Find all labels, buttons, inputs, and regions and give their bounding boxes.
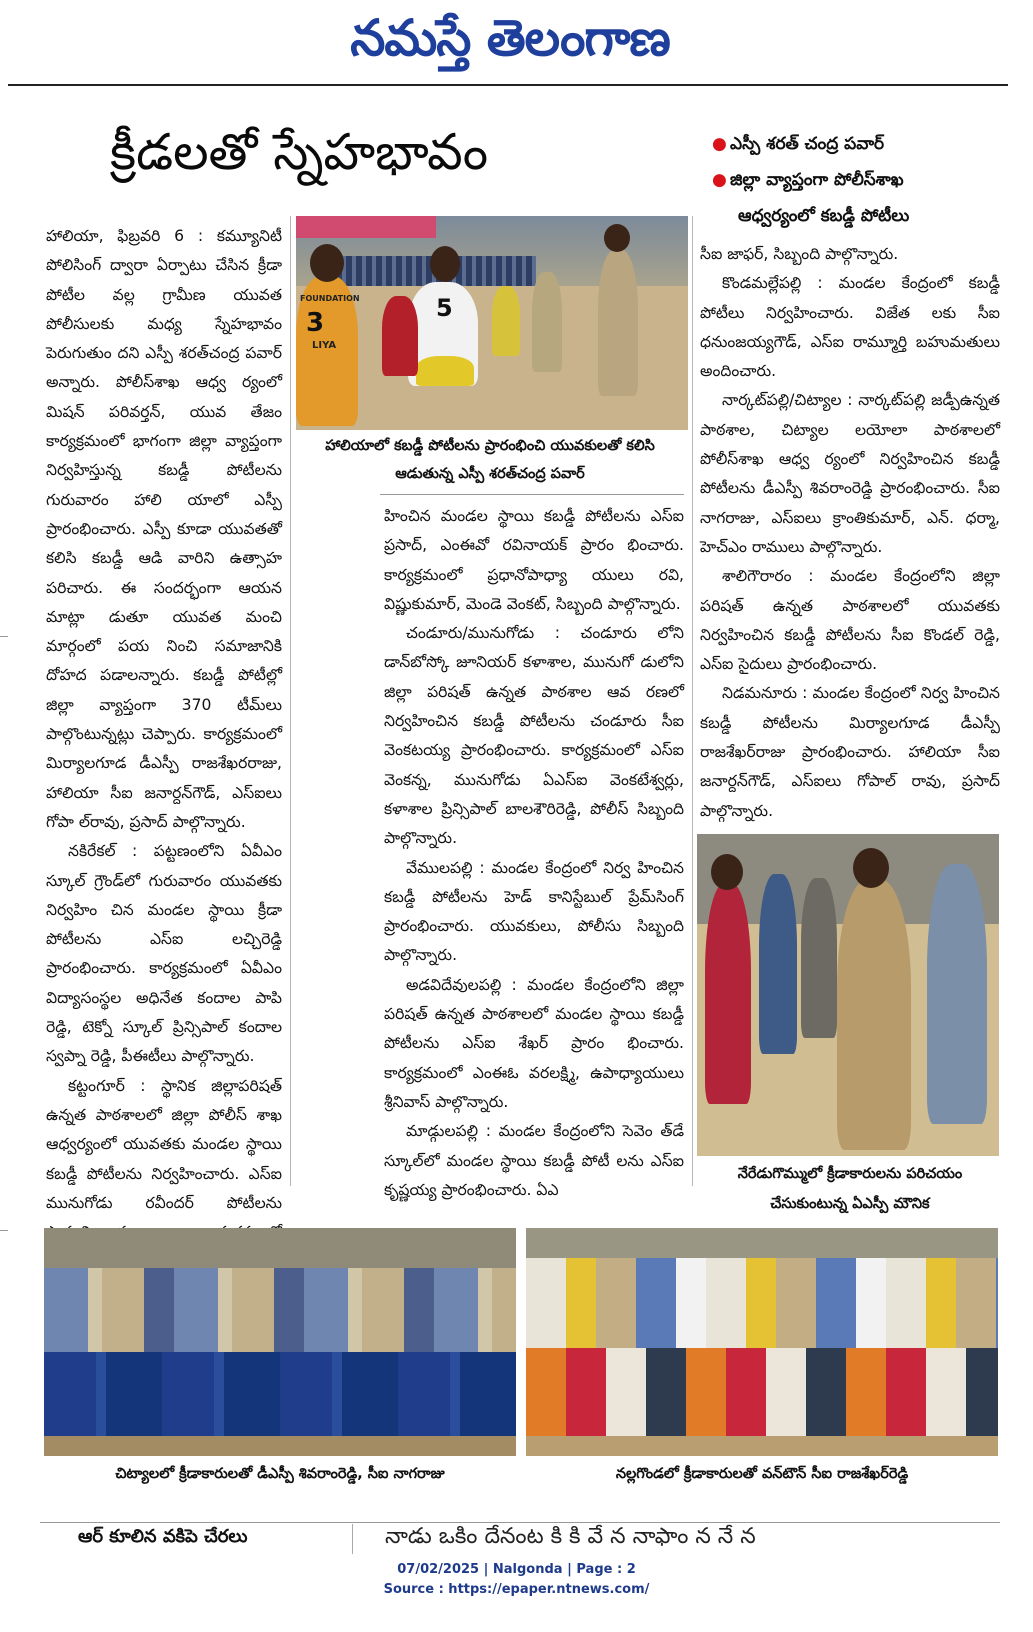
bullet-icon: ● bbox=[712, 134, 727, 154]
article-paragraph: కట్టంగూర్‌ : స్థానిక జిల్లాపరిషత్‌ ఉన్నత పాఠశాలలో జిల్లా పోలీస్‌ శాఖ ఆధ్వర్యంలో యువతకు మండల స్థాయి కబడ్డీ పోటీలను నిర్వహించారు. ఎస్‌ఐ మునుగోడు రవీందర్‌ పోటీలను bbox=[46, 1076, 282, 1212]
photo1-caption-line1: హాలియాలో కబడ్డీ పోటీలను ప్రారంభించి యువకులతో కలిసి bbox=[325, 438, 655, 454]
police-head bbox=[853, 848, 889, 888]
kneeling-row bbox=[44, 1352, 516, 1438]
jersey-sub: LIYA bbox=[312, 340, 337, 351]
photo2-caption-line2: చేసుకుంటున్న ఏఎస్పీ మౌనిక bbox=[770, 1196, 930, 1212]
article-paragraph: కొండమల్లేపల్లి : మండల కేంద్రంలో కబడ్డీ పోటీలు నిర్వహించారు. విజేత లకు సీఐ ధనుంజయ్యగౌడ్‌, ఎస్‌ఐ రామ్మూర్తి బహుమతులు అందించారు. bbox=[700, 274, 1000, 381]
police-figure bbox=[837, 880, 911, 1150]
player-head bbox=[711, 854, 743, 890]
masthead: నమస్తే తెలంగాణ bbox=[350, 8, 670, 67]
column-divider bbox=[290, 216, 291, 1186]
photo2-caption-line1: నేరేడుగొమ్ములో క్రీడాకారులను పరిచయం bbox=[737, 1166, 963, 1182]
bystander-figure bbox=[927, 864, 987, 1124]
police-figure bbox=[598, 250, 638, 396]
photo1-caption-line2: ఆడుతున్న ఎస్పీ శరత్‌చంద్ర పవార్‌ bbox=[395, 466, 585, 482]
article-column-2 bbox=[384, 502, 684, 1199]
photo-crowd bbox=[316, 256, 536, 286]
photo-canopy bbox=[296, 216, 436, 238]
footer-source-link[interactable]: Source : https://epaper.ntnews.com/ bbox=[383, 1582, 650, 1597]
photo-ground bbox=[526, 1436, 998, 1456]
deck-item bbox=[712, 126, 1012, 162]
article-paragraph: అడవిదేవులపల్లి : మండల కేంద్రంలోని జిల్లా పరిషత్‌ ఉన్నత పాఠశాలలో మండల స్థాయి కబడ్డీ పోటీలను ఎస్‌ఐ శేఖర్‌ ప్రారం భించారు. కార్యక్రమంలో ఎంఈఓ వరలక్ష్మి, ఉపాధ్యాయులు శ్రీనివాస్‌ పాల్గొన్నారు. bbox=[384, 975, 684, 1111]
player-figure bbox=[492, 286, 520, 356]
article-paragraph: హాలియా, ఫిబ్రవరి 6 : కమ్యూనిటీ పోలిసింగ్‌ ద్వారా ఏర్పాటు చేసిన క్రీడా పోటీల వల్ల గ్రామీణ యువత పోలీసులకు మధ్య స్నేహభావం పెరుగుతుం దని ఎస్పీ శరత్‌చంద్ర పవార్‌ అన్నారు. పోలీస్‌శాఖ ఆధ్వ ర్యంలో మిషన్‌ పరివర్తన్‌, యువ తేజం కార్యక్రమంలో భాగంగా జిల్లా వ్యాప్తంగా నిర్వహిస్తున్న కబడ్డీ పోటీలను గురువారం హాలి యాలో ఎస్పీ ప్రారంభించారు. ఎస్పీ కూడా యువతతో కలిసి కబడ్డీ ఆడి వారిని ఉత్సాహ పరిచారు. ఈ సందర్భంగా ఆయన మాట్లా డుతూ యువత మంచి మార్గంలో పయ నించి సమాజానికి దోహద పడాలన్నారు. కబడ్డీ పోటీల్లో జిల్లా వ్యాప్తంగా 370 టీమ్‌లు పాల్గొంటున్నట్లు చెప్పారు. కార్యక్రమంలో మిర్యాలగూడ డీఎస్పీ రాజశేఖరరాజు, హాలియా సీఐ జనార్దన్‌గౌడ్‌, ఎస్‌ఐలు గోపా ల్‌రావు, ప్రసాద్‌ పాల్గొన్నారు. bbox=[46, 227, 282, 831]
deck-text: జిల్లా వ్యాప్తంగా పోలీస్‌శాఖ bbox=[730, 170, 904, 190]
player-figure bbox=[705, 884, 751, 1104]
deck bbox=[712, 126, 1012, 234]
article-column-3 bbox=[700, 240, 1000, 820]
player-head bbox=[310, 244, 344, 282]
bullet-icon: ● bbox=[712, 170, 727, 190]
photo-asp-greeting bbox=[697, 834, 999, 1156]
article-paragraph: నిడమనూరు : మండల కేంద్రంలో నిర్వ హించిన కబడ్డీ పోటీలను మిర్యాలగూడ డీఎస్పీ రాజశేఖర్‌రాజు ప్రారంభించారు. హాలియా సీఐ జనార్దన్‌గౌడ్‌, ఎస్‌ఐలు గోపాల్‌ రావు, ప్రసాద్‌ పాల్గొన్నారు. bbox=[700, 684, 1000, 820]
footer-edition: 07/02/2025 | Nalgonda | Page : 2 bbox=[397, 1562, 636, 1577]
bottom-rule bbox=[40, 1522, 1000, 1523]
article-paragraph: వేములపల్లి : మండల కేంద్రంలో నిర్వ హించిన కబడ్డీ పోటీలను హెడ్‌ కానిస్టేబుల్‌ ప్రేమ్‌సింగ్‌ ప్రారంభించారు. యువకులు, పోలీసు సిబ్బంది పాల్గొన్నారు. bbox=[384, 858, 684, 965]
jersey-number: 5 bbox=[436, 294, 453, 322]
headline: క్రీడలతో స్నేహభావం bbox=[110, 123, 489, 181]
photo-chityala-team bbox=[44, 1228, 516, 1456]
police-figure bbox=[532, 272, 562, 372]
teaser-divider bbox=[352, 1524, 353, 1554]
player-figure bbox=[801, 878, 837, 1038]
photo3-caption: చిట్యాలలో క్రీడాకారులతో డీఎస్పీ శివరాంరెడ్డి, సీఐ నాగరాజు bbox=[115, 1466, 445, 1482]
player-head bbox=[430, 246, 460, 282]
photo4-caption: నల్లగొండలో క్రీడాకారులతో వన్‌టౌన్‌ సీఐ రాజశేఖర్‌రెడ్డి bbox=[615, 1466, 909, 1482]
article-column-1 bbox=[46, 222, 282, 1212]
deck-item bbox=[712, 162, 1012, 198]
photo-kabaddi-match bbox=[296, 216, 688, 430]
photo-ground bbox=[44, 1436, 516, 1456]
caption-rule bbox=[380, 494, 684, 495]
article-paragraph: హించిన మండల స్థాయి కబడ్డీ పోటీలను ఎస్‌ఐ ప్రసాద్‌, ఎంఈవో రవినాయక్‌ ప్రారం భించారు. కార్యక్రమంలో ప్రధానోపాధ్యా యులు రవి, విష్ణుకుమార్‌, మెండె వెంకట్‌, సిబ్బంది పాల్గొన్నారు. bbox=[384, 507, 684, 613]
photo-nalgonda-team bbox=[526, 1228, 998, 1456]
article-paragraph: నార్కట్‌పల్లి/చిట్యాల : నార్కట్‌పల్లి జడ్పీఉన్నత పాఠశాల, చిట్యాల లయోలా పాఠశాలలో పోలీస్‌శాఖ ఆధ్వ ర్యంలో నిర్వహించిన కబడ్డీ పోటీలను డీఎస్పీ శివరాంరెడ్డి ప్రారంభించారు. సీఐ నాగరాజు, ఎస్‌ఐలు క్రాంతికుమార్‌, ఎన్‌. ధర్మా, హెచ్‌ఎం రాములు పాల్గొన్నారు. bbox=[700, 391, 1000, 556]
masthead-rule bbox=[8, 84, 1008, 86]
player-figure bbox=[382, 296, 418, 376]
police-head bbox=[604, 224, 630, 252]
deck-text-continued: ఆధ్వర్యంలో కబడ్డీ పోటీలు bbox=[738, 206, 910, 226]
column-divider bbox=[692, 216, 693, 1186]
article-paragraph: మాడ్గులపల్లి : మండల కేంద్రంలోని సెవెం త్‌డే స్కూల్‌లో మండల స్థాయి కబడ్డీ పోటీ లను ఎస్‌ఐ కృష్ణయ్య ప్రారంభించారు. ఏఎ bbox=[384, 1122, 684, 1199]
margin-mark bbox=[0, 1230, 8, 1231]
article-paragraph: శాలిగౌరారం : మండల కేంద్రంలోని జిల్లా పరిషత్‌ ఉన్నత పాఠశాలలో యువతకు నిర్వహించిన కబడ్డీ పోటీలను సీఐ కొండల్‌ రెడ్డి, ఎస్‌ఐ సైదులు ప్రారంభించారు. bbox=[700, 567, 1000, 674]
article-paragraph: సీఐ జాఫర్‌, సిబ్బంది పాల్గొన్నారు. bbox=[700, 245, 899, 263]
margin-mark bbox=[0, 636, 8, 637]
jersey-number: 3 bbox=[306, 308, 325, 338]
deck-text: ఎస్పీ శరత్‌ చంద్ర పవార్‌ bbox=[730, 134, 885, 154]
teaser-right: నాడు ఒకిం దేనంట కి కి వే న నాఫాం న నే న bbox=[385, 1524, 756, 1549]
article-paragraph: చండూరు/మునుగోడు : చండూరు లోని డాన్‌బోస్కో జూనియర్‌ కళాశాల, మునుగో డులోని జిల్లా పరిషత్‌ ఉన్నత పాఠశాల ఆవ రణలో నిర్వహించిన కబడ్డీ పోటీలను చండూరు సీఐ వెంకటయ్య ప్రారంభించారు. కార్యక్రమంలో ఎస్‌ఐ వెంకన్న, మునుగోడు ఏఎస్‌ఐ వెంకటేశ్వర్లు, కళాశాల ప్రిన్సిపాల్‌ బాలశౌరిరెడ్డి, పోలీస్‌ సిబ్బంది పాల్గొన్నారు. bbox=[384, 624, 684, 848]
teaser-left: ఆర్‌ కూలిన వకిపె చేరలు bbox=[78, 1526, 248, 1547]
player-figure bbox=[759, 874, 797, 1054]
jersey-banner: FOUNDATION bbox=[300, 294, 360, 303]
player-shorts bbox=[416, 356, 474, 386]
article-paragraph: నకిరేకల్‌ : పట్టణంలోని ఏవీఎం స్కూల్‌ గ్రౌండ్‌లో గురువారం యువతకు నిర్వహిం చిన మండల స్థాయి క్రీడా పోటీలను ఎస్‌ఐ లచ్చిరెడ్డి ప్రారంభించారు. కార్యక్రమంలో ఏవీఎం విద్యాసంస్థల అధినేత కందాల పాపి రెడ్డి, టెక్నో స్కూల్‌ ప్రిన్సిపాల్‌ కందాల స్వప్నా రెడ్డి, పీఈటీలు పాల్గొన్నారు. bbox=[46, 842, 282, 1066]
kneeling-row bbox=[526, 1348, 998, 1438]
